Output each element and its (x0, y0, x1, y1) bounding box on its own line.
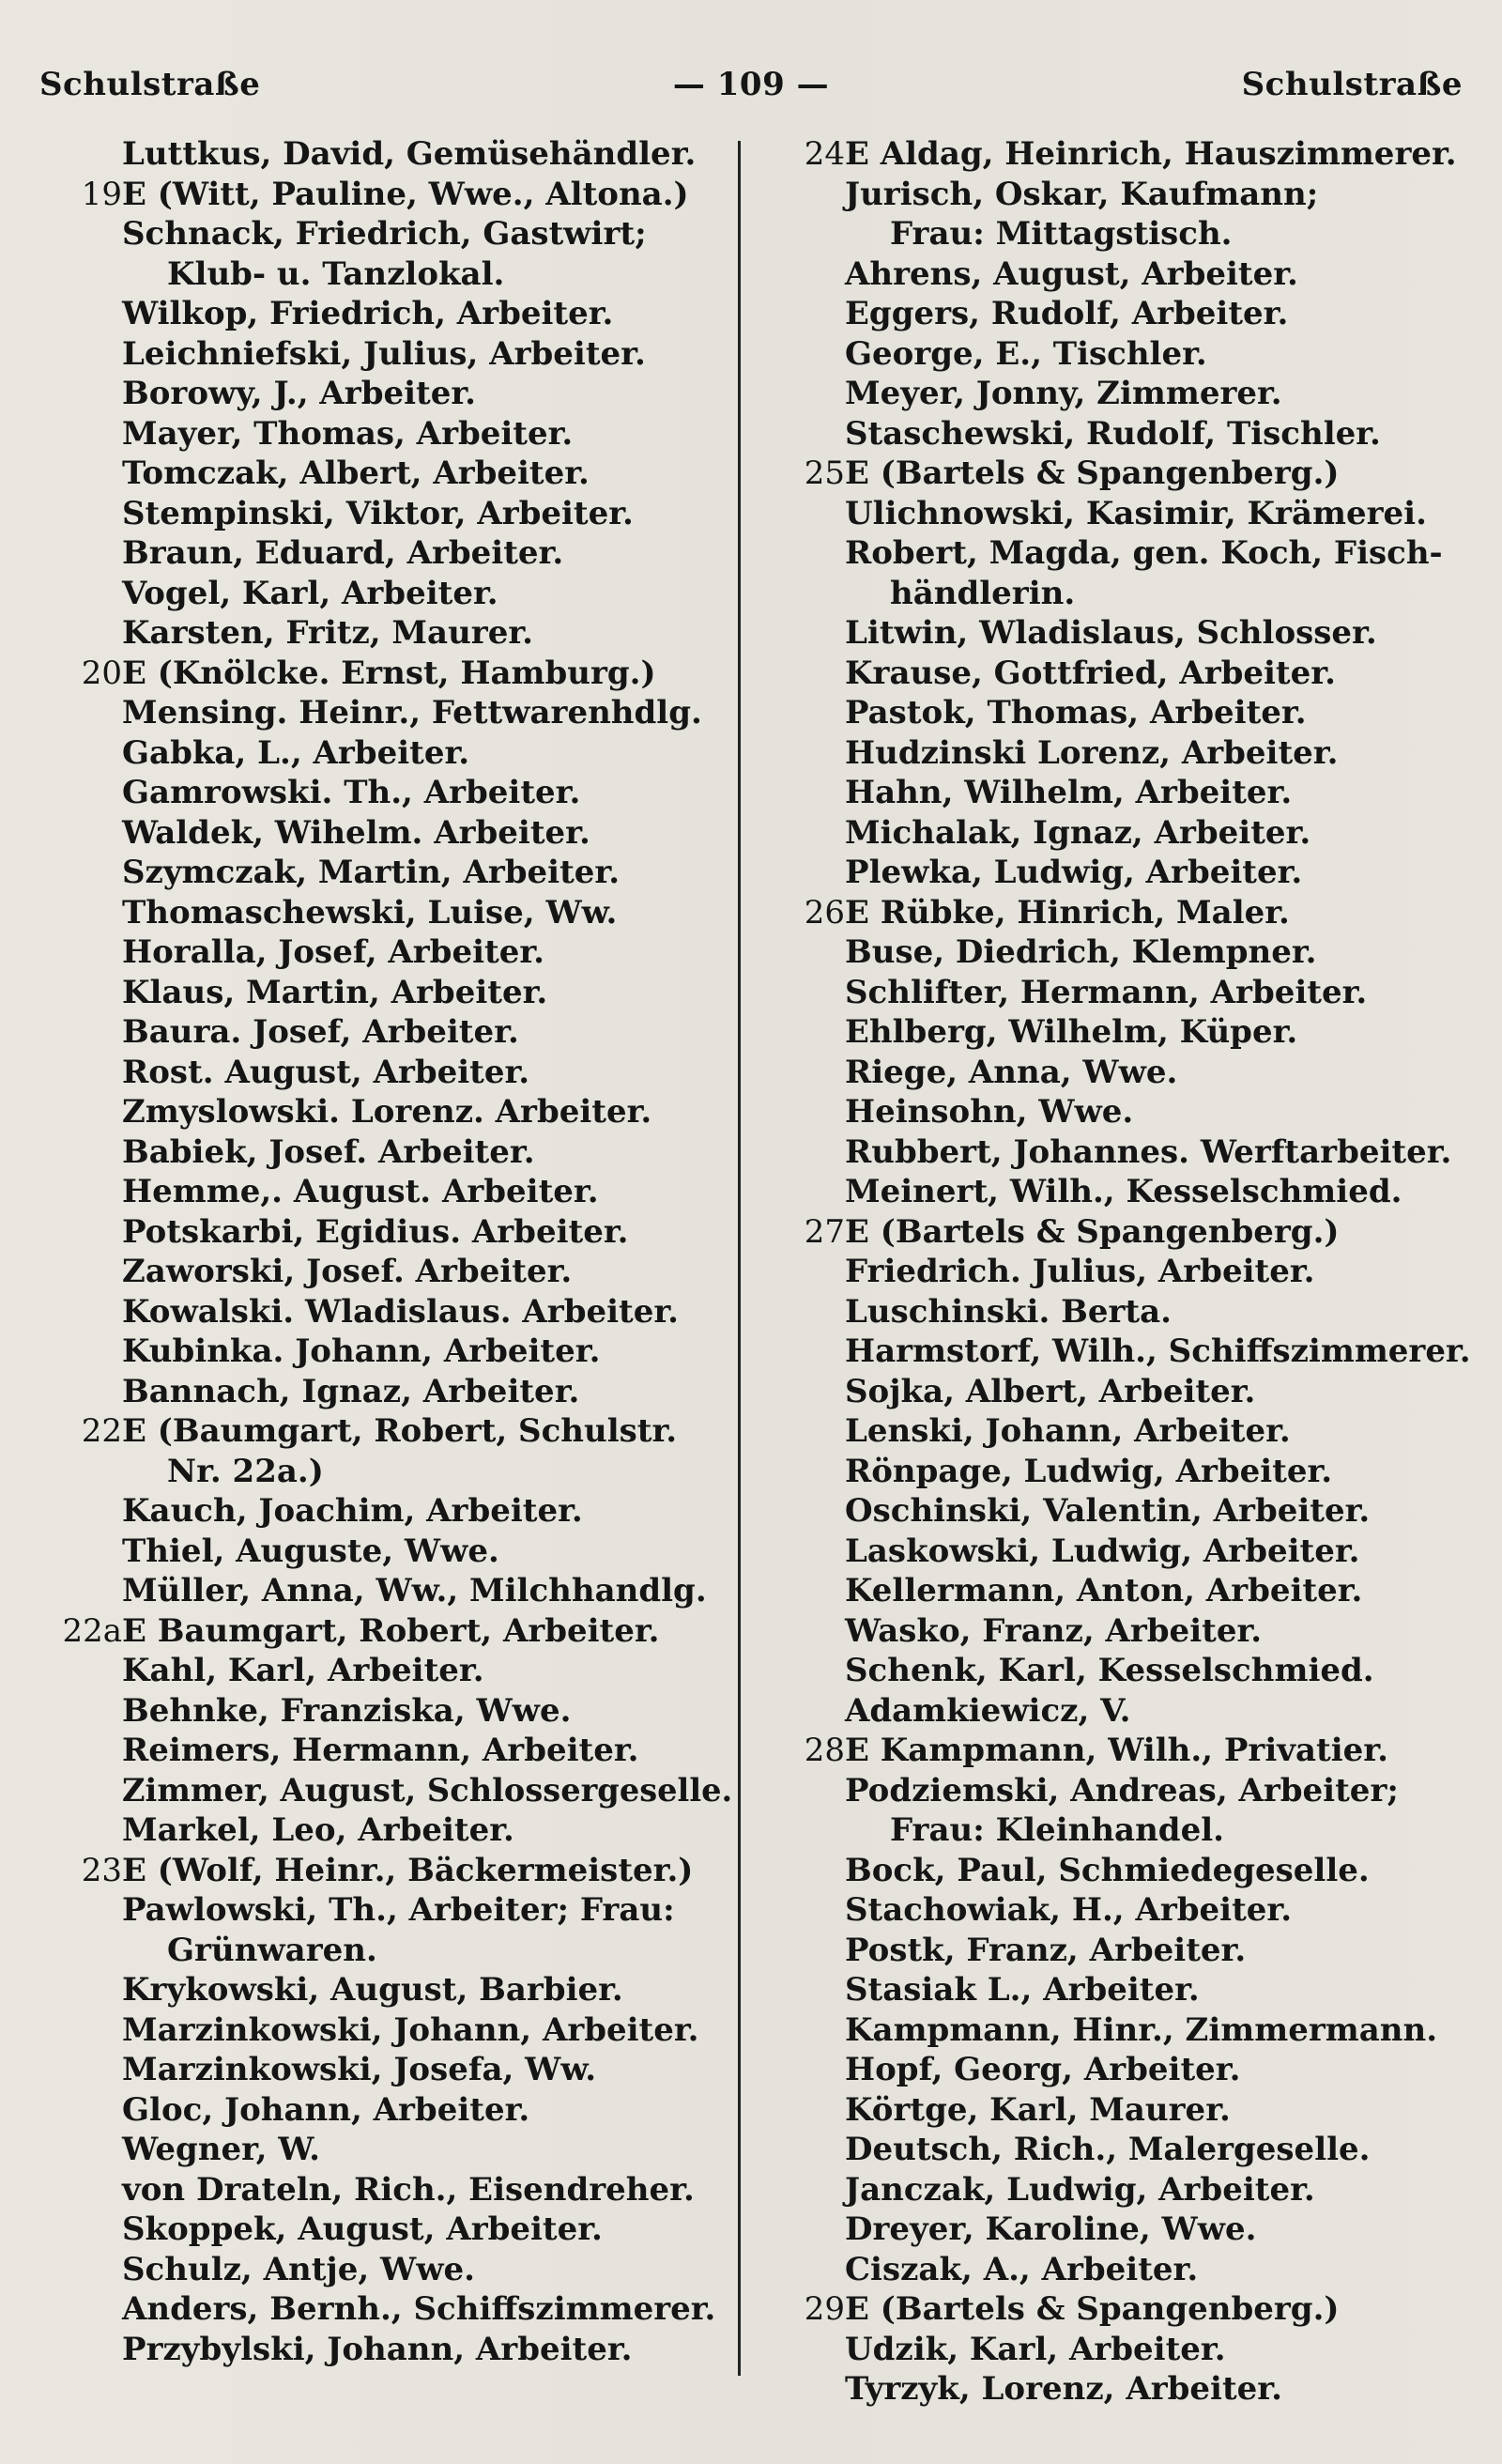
resident-entry: Mayer, Thomas, Arbeiter. (122, 414, 574, 453)
directory-line (779, 1611, 1474, 1652)
resident-entry: Staschewski, Rudolf, Tischler. (845, 414, 1381, 453)
resident-entry: Wegner, W. (122, 2131, 321, 2168)
resident-entry: Podziemski, Andreas, Arbeiter; (845, 1771, 1399, 1810)
resident-entry: Krause, Gottfried, Arbeiter. (845, 654, 1336, 692)
directory-line (779, 454, 1474, 494)
resident-entry: Rost. August, Arbeiter. (122, 1053, 530, 1091)
left-column (56, 134, 732, 2369)
resident-entry: Mensing. Heinr., Fettwarenhdlg. (122, 694, 702, 732)
directory-line (779, 893, 1474, 933)
directory-line (56, 1851, 732, 1891)
directory-line (779, 2010, 1474, 2051)
resident-entry: Oschinski, Valentin, Arbeiter. (845, 1492, 1371, 1530)
directory-line (779, 853, 1474, 893)
resident-entry: Tomczak, Albert, Arbeiter. (122, 454, 590, 492)
resident-entry: Hudzinski Lorenz, Arbeiter. (845, 733, 1339, 772)
directory-line (779, 2289, 1474, 2330)
resident-entry: Baura. Josef, Arbeiter. (122, 1013, 519, 1051)
directory-line (56, 1012, 732, 1053)
running-header-left: Schulstraße (39, 66, 261, 103)
directory-line (779, 1092, 1474, 1132)
directory-line (779, 1372, 1474, 1412)
directory-line (779, 1771, 1474, 1811)
resident-entry: Vogel, Karl, Arbeiter. (122, 574, 498, 612)
column-divider (738, 141, 741, 2376)
resident-entry: Dreyer, Karoline, Wwe. (845, 2210, 1257, 2248)
directory-line (779, 574, 1474, 614)
directory-line (779, 1890, 1474, 1931)
resident-entry: Harmstorf, Wilh., Schiffszimmerer. (845, 1332, 1471, 1370)
directory-line (779, 773, 1474, 813)
resident-entry: Luttkus, David, Gemüsehändler. (122, 135, 697, 173)
directory-line (779, 2210, 1474, 2250)
resident-entry: Buse, Diedrich, Klempner. (845, 933, 1317, 971)
directory-line (56, 1212, 732, 1253)
directory-line (56, 2010, 732, 2051)
directory-line (779, 654, 1474, 694)
running-header-right: Schulstraße (1241, 66, 1463, 103)
resident-entry: Stempinski, Viktor, Arbeiter. (122, 494, 634, 532)
resident-entry: Schenk, Karl, Kesselschmied. (845, 1652, 1374, 1689)
directory-line (56, 1532, 732, 1572)
resident-entry: Anders, Bernh., Schiffszimmerer. (122, 2290, 716, 2328)
house-number: 27 (804, 1212, 845, 1251)
directory-line (779, 1053, 1474, 1093)
directory-line (56, 254, 732, 295)
directory-line (779, 1452, 1474, 1492)
directory-line (56, 374, 732, 414)
house-number: 26 (804, 893, 845, 932)
directory-line (779, 533, 1474, 574)
resident-entry: Gloc, Johann, Arbeiter. (122, 2090, 530, 2129)
resident-entry: Riege, Anna, Wwe. (845, 1053, 1178, 1091)
resident-entry: Karsten, Fritz, Maurer. (122, 614, 533, 652)
resident-entry: Laskowski, Ludwig, Arbeiter. (845, 1532, 1360, 1570)
resident-entry: Thomaschewski, Luise, Ww. (122, 893, 618, 932)
house-number: 22a (62, 1611, 122, 1650)
resident-entry: Plewka, Ludwig, Arbeiter. (845, 854, 1303, 891)
directory-line (779, 494, 1474, 534)
resident-entry: Hemme,. August. Arbeiter. (122, 1173, 599, 1210)
directory-line (779, 2170, 1474, 2210)
right-column (779, 134, 1474, 2410)
directory-line (779, 813, 1474, 854)
directory-line (56, 1292, 732, 1332)
resident-entry: Behnke, Franziska, Wwe. (122, 1691, 572, 1730)
house-owner-entry: E Kampmann, Wilh., Privatier. (845, 1732, 1388, 1769)
resident-entry: Körtge, Karl, Maurer. (845, 2090, 1231, 2129)
resident-entry: Hahn, Wilhelm, Arbeiter. (845, 774, 1293, 811)
directory-line (56, 1491, 732, 1532)
directory-line (56, 1651, 732, 1691)
house-owner-entry: E (Bartels & Spangenberg.) (845, 454, 1340, 492)
directory-line (56, 1053, 732, 1093)
directory-line (56, 853, 732, 893)
resident-entry: Markel, Leo, Arbeiter. (122, 1811, 514, 1849)
directory-line (56, 175, 732, 215)
directory-line (56, 773, 732, 813)
directory-line (779, 1851, 1474, 1891)
house-number: 20 (81, 654, 122, 692)
resident-entry: Gabka, L., Arbeiter. (122, 733, 470, 772)
directory-line (779, 214, 1474, 254)
house-number: 24 (804, 135, 845, 173)
resident-entry: Stasiak L., Arbeiter. (845, 1971, 1200, 2009)
resident-entry: Luschinski. Berta. (845, 1292, 1172, 1331)
directory-line (56, 1452, 732, 1492)
directory-line (56, 1771, 732, 1811)
directory-line (56, 294, 732, 334)
resident-entry: Gamrowski. Th., Arbeiter. (122, 774, 581, 811)
directory-line (56, 733, 732, 774)
resident-entry: Klaus, Martin, Arbeiter. (122, 973, 548, 1011)
directory-line (779, 1292, 1474, 1332)
resident-entry: Sojka, Albert, Arbeiter. (845, 1372, 1256, 1410)
directory-line (56, 893, 732, 933)
entry-continuation: Nr. 22a.) (167, 1452, 324, 1490)
directory-line (779, 1810, 1474, 1851)
resident-entry: Pawlowski, Th., Arbeiter; Frau: (122, 1891, 675, 1929)
resident-entry: Hopf, Georg, Arbeiter. (845, 2051, 1241, 2088)
resident-entry: Rönpage, Ludwig, Arbeiter. (845, 1452, 1333, 1490)
directory-line (56, 2330, 732, 2370)
directory-line (56, 1691, 732, 1732)
house-number: 23 (81, 1851, 122, 1889)
resident-entry: Deutsch, Rich., Malergeselle. (845, 2131, 1371, 2168)
directory-line (56, 2130, 732, 2170)
resident-entry: Meinert, Wilh., Kesselschmied. (845, 1173, 1402, 1210)
directory-line (56, 813, 732, 854)
directory-line (779, 1491, 1474, 1532)
resident-entry: Kampmann, Hinr., Zimmermann. (845, 2010, 1438, 2049)
directory-line (56, 654, 732, 694)
directory-line (56, 414, 732, 454)
house-owner-entry: E Baumgart, Robert, Arbeiter. (122, 1611, 660, 1650)
house-number: 29 (804, 2290, 845, 2328)
resident-entry: Kahl, Karl, Arbeiter. (122, 1652, 484, 1689)
directory-line (56, 1132, 732, 1173)
directory-line (779, 613, 1474, 654)
house-owner-entry: E (Knölcke. Ernst, Hamburg.) (122, 654, 656, 692)
directory-line (779, 2050, 1474, 2090)
resident-entry: Ulichnowski, Kasimir, Krämerei. (845, 494, 1427, 532)
directory-line (779, 1132, 1474, 1173)
resident-entry: Ciszak, A., Arbeiter. (845, 2250, 1199, 2288)
resident-entry: Stachowiak, H., Arbeiter. (845, 1891, 1293, 1929)
directory-line (56, 932, 732, 973)
house-owner-entry: E (Baumgart, Robert, Schulstr. (122, 1412, 678, 1450)
resident-entry: Potskarbi, Egidius. Arbeiter. (122, 1212, 629, 1251)
directory-line (56, 2250, 732, 2290)
resident-entry: Bock, Paul, Schmiedegeselle. (845, 1851, 1370, 1889)
directory-line (779, 2369, 1474, 2410)
resident-entry: Waldek, Wihelm. Arbeiter. (122, 813, 590, 852)
entry-continuation: Frau: Mittagstisch. (890, 215, 1233, 253)
resident-entry: Schnack, Friedrich, Gastwirt; (122, 215, 647, 253)
house-number: 25 (804, 454, 845, 492)
house-owner-entry: E (Bartels & Spangenberg.) (845, 2290, 1340, 2328)
directory-line (56, 1092, 732, 1132)
house-owner-entry: E Rübke, Hinrich, Maler. (845, 893, 1290, 932)
house-owner-entry: E (Bartels & Spangenberg.) (845, 1212, 1340, 1251)
directory-line (779, 134, 1474, 175)
directory-line (779, 2090, 1474, 2131)
resident-entry: Przybylski, Johann, Arbeiter. (122, 2330, 633, 2368)
directory-line (779, 1571, 1474, 1611)
resident-entry: Skoppek, August, Arbeiter. (122, 2210, 603, 2248)
entry-continuation: Klub- u. Tanzlokal. (167, 254, 505, 293)
directory-line (779, 1651, 1474, 1691)
directory-line (56, 1810, 732, 1851)
directory-line (56, 1372, 732, 1412)
resident-entry: Friedrich. Julius, Arbeiter. (845, 1253, 1315, 1290)
directory-line (779, 1252, 1474, 1292)
directory-line (56, 533, 732, 574)
resident-entry: Thiel, Auguste, Wwe. (122, 1532, 499, 1570)
directory-line (56, 2170, 732, 2210)
directory-line (56, 134, 732, 175)
directory-line (56, 1970, 732, 2010)
directory-line (779, 1172, 1474, 1212)
resident-entry: Müller, Anna, Ww., Milchhandlg. (122, 1572, 707, 1609)
directory-line (56, 1890, 732, 1931)
directory-line (779, 1970, 1474, 2010)
resident-entry: Udzik, Karl, Arbeiter. (845, 2330, 1226, 2368)
directory-line (56, 1611, 732, 1652)
directory-line (56, 1571, 732, 1611)
resident-entry: Szymczak, Martin, Arbeiter. (122, 854, 621, 891)
directory-line (56, 574, 732, 614)
directory-line (779, 733, 1474, 774)
directory-line (56, 1411, 732, 1452)
directory-line (56, 454, 732, 494)
resident-entry: George, E., Tischler. (845, 334, 1207, 373)
directory-line (779, 2330, 1474, 2370)
directory-line (56, 973, 732, 1013)
directory-line (779, 254, 1474, 295)
resident-entry: Borowy, J., Arbeiter. (122, 375, 476, 412)
resident-entry: Marzinkowski, Josefa, Ww. (122, 2051, 597, 2088)
resident-entry: Wilkop, Friedrich, Arbeiter. (122, 295, 614, 332)
resident-entry: Horalla, Josef, Arbeiter. (122, 933, 544, 971)
resident-entry: Robert, Magda, gen. Koch, Fisch- (845, 534, 1443, 572)
directory-line (779, 932, 1474, 973)
resident-entry: Postk, Franz, Arbeiter. (845, 1931, 1247, 1969)
directory-line (779, 1411, 1474, 1452)
entry-continuation: Grünwaren. (167, 1931, 377, 1969)
resident-entry: Kowalski. Wladislaus. Arbeiter. (122, 1292, 680, 1331)
resident-entry: Jurisch, Oskar, Kaufmann; (845, 175, 1319, 213)
resident-entry: Krykowski, August, Barbier. (122, 1971, 623, 2009)
resident-entry: Wasko, Franz, Arbeiter. (845, 1611, 1263, 1650)
resident-entry: Ahrens, August, Arbeiter. (845, 254, 1298, 293)
house-owner-entry: E Aldag, Heinrich, Hauszimmerer. (845, 135, 1457, 173)
directory-line (779, 1691, 1474, 1732)
resident-entry: von Drateln, Rich., Eisendreher. (122, 2170, 695, 2209)
resident-entry: Schlifter, Hermann, Arbeiter. (845, 973, 1368, 1011)
resident-entry: Babiek, Josef. Arbeiter. (122, 1132, 535, 1171)
directory-line (56, 2210, 732, 2250)
directory-line (56, 494, 732, 534)
directory-line (779, 1012, 1474, 1053)
resident-entry: Kubinka. Johann, Arbeiter. (122, 1332, 601, 1370)
directory-line (779, 1532, 1474, 1572)
directory-line (779, 1212, 1474, 1253)
resident-entry: Rubbert, Johannes. Werftarbeiter. (845, 1132, 1452, 1171)
directory-line (56, 1252, 732, 1292)
house-number: 28 (804, 1732, 845, 1769)
directory-line (56, 1332, 732, 1372)
resident-entry: Braun, Eduard, Arbeiter. (122, 534, 564, 572)
house-owner-entry: E (Witt, Pauline, Wwe., Altona.) (122, 175, 689, 213)
house-number: 22 (81, 1412, 122, 1450)
resident-entry: Bannach, Ignaz, Arbeiter. (122, 1372, 580, 1410)
directory-line (779, 973, 1474, 1013)
entry-continuation: händlerin. (890, 574, 1076, 612)
resident-entry: Pastok, Thomas, Arbeiter. (845, 694, 1307, 732)
resident-entry: Janczak, Ludwig, Arbeiter. (845, 2170, 1315, 2209)
directory-line (779, 334, 1474, 375)
directory-line (56, 1172, 732, 1212)
directory-line (779, 1731, 1474, 1771)
directory-line (56, 693, 732, 733)
directory-line (779, 175, 1474, 215)
directory-line (56, 1931, 732, 1971)
resident-entry: Ehlberg, Wilhelm, Küper. (845, 1013, 1298, 1051)
resident-entry: Kellermann, Anton, Arbeiter. (845, 1572, 1363, 1609)
resident-entry: Meyer, Jonny, Zimmerer. (845, 375, 1282, 412)
resident-entry: Michalak, Ignaz, Arbeiter. (845, 813, 1311, 852)
house-owner-entry: E (Wolf, Heinr., Bäckermeister.) (122, 1851, 694, 1889)
resident-entry: Eggers, Rudolf, Arbeiter. (845, 295, 1289, 332)
directory-line (56, 2050, 732, 2090)
directory-line (56, 334, 732, 375)
directory-line (56, 613, 732, 654)
resident-entry: Tyrzyk, Lorenz, Arbeiter. (845, 2370, 1282, 2408)
resident-entry: Leichniefski, Julius, Arbeiter. (122, 334, 646, 373)
resident-entry: Lenski, Johann, Arbeiter. (845, 1412, 1291, 1450)
directory-line (56, 2289, 732, 2330)
directory-line (779, 2130, 1474, 2170)
resident-entry: Zimmer, August, Schlossergeselle. (122, 1771, 733, 1810)
entry-continuation: Frau: Kleinhandel. (890, 1811, 1224, 1849)
resident-entry: Kauch, Joachim, Arbeiter. (122, 1492, 583, 1530)
house-number: 19 (81, 175, 122, 213)
directory-line (56, 214, 732, 254)
directory-line (779, 374, 1474, 414)
directory-line (779, 1931, 1474, 1971)
resident-entry: Zaworski, Josef. Arbeiter. (122, 1253, 573, 1290)
directory-line (779, 294, 1474, 334)
resident-entry: Zmyslowski. Lorenz. Arbeiter. (122, 1093, 652, 1131)
directory-line (56, 1731, 732, 1771)
resident-entry: Reimers, Hermann, Arbeiter. (122, 1732, 639, 1769)
directory-line (779, 1332, 1474, 1372)
directory-line (779, 414, 1474, 454)
page-number: — 109 — (672, 66, 830, 103)
directory-line (779, 2250, 1474, 2290)
resident-entry: Heinsohn, Wwe. (845, 1093, 1134, 1131)
directory-line (779, 693, 1474, 733)
resident-entry: Litwin, Wladislaus, Schlosser. (845, 614, 1377, 652)
resident-entry: Schulz, Antje, Wwe. (122, 2250, 475, 2288)
resident-entry: Marzinkowski, Johann, Arbeiter. (122, 2010, 699, 2049)
directory-line (56, 2090, 732, 2131)
resident-entry: Adamkiewicz, V. (845, 1691, 1131, 1730)
